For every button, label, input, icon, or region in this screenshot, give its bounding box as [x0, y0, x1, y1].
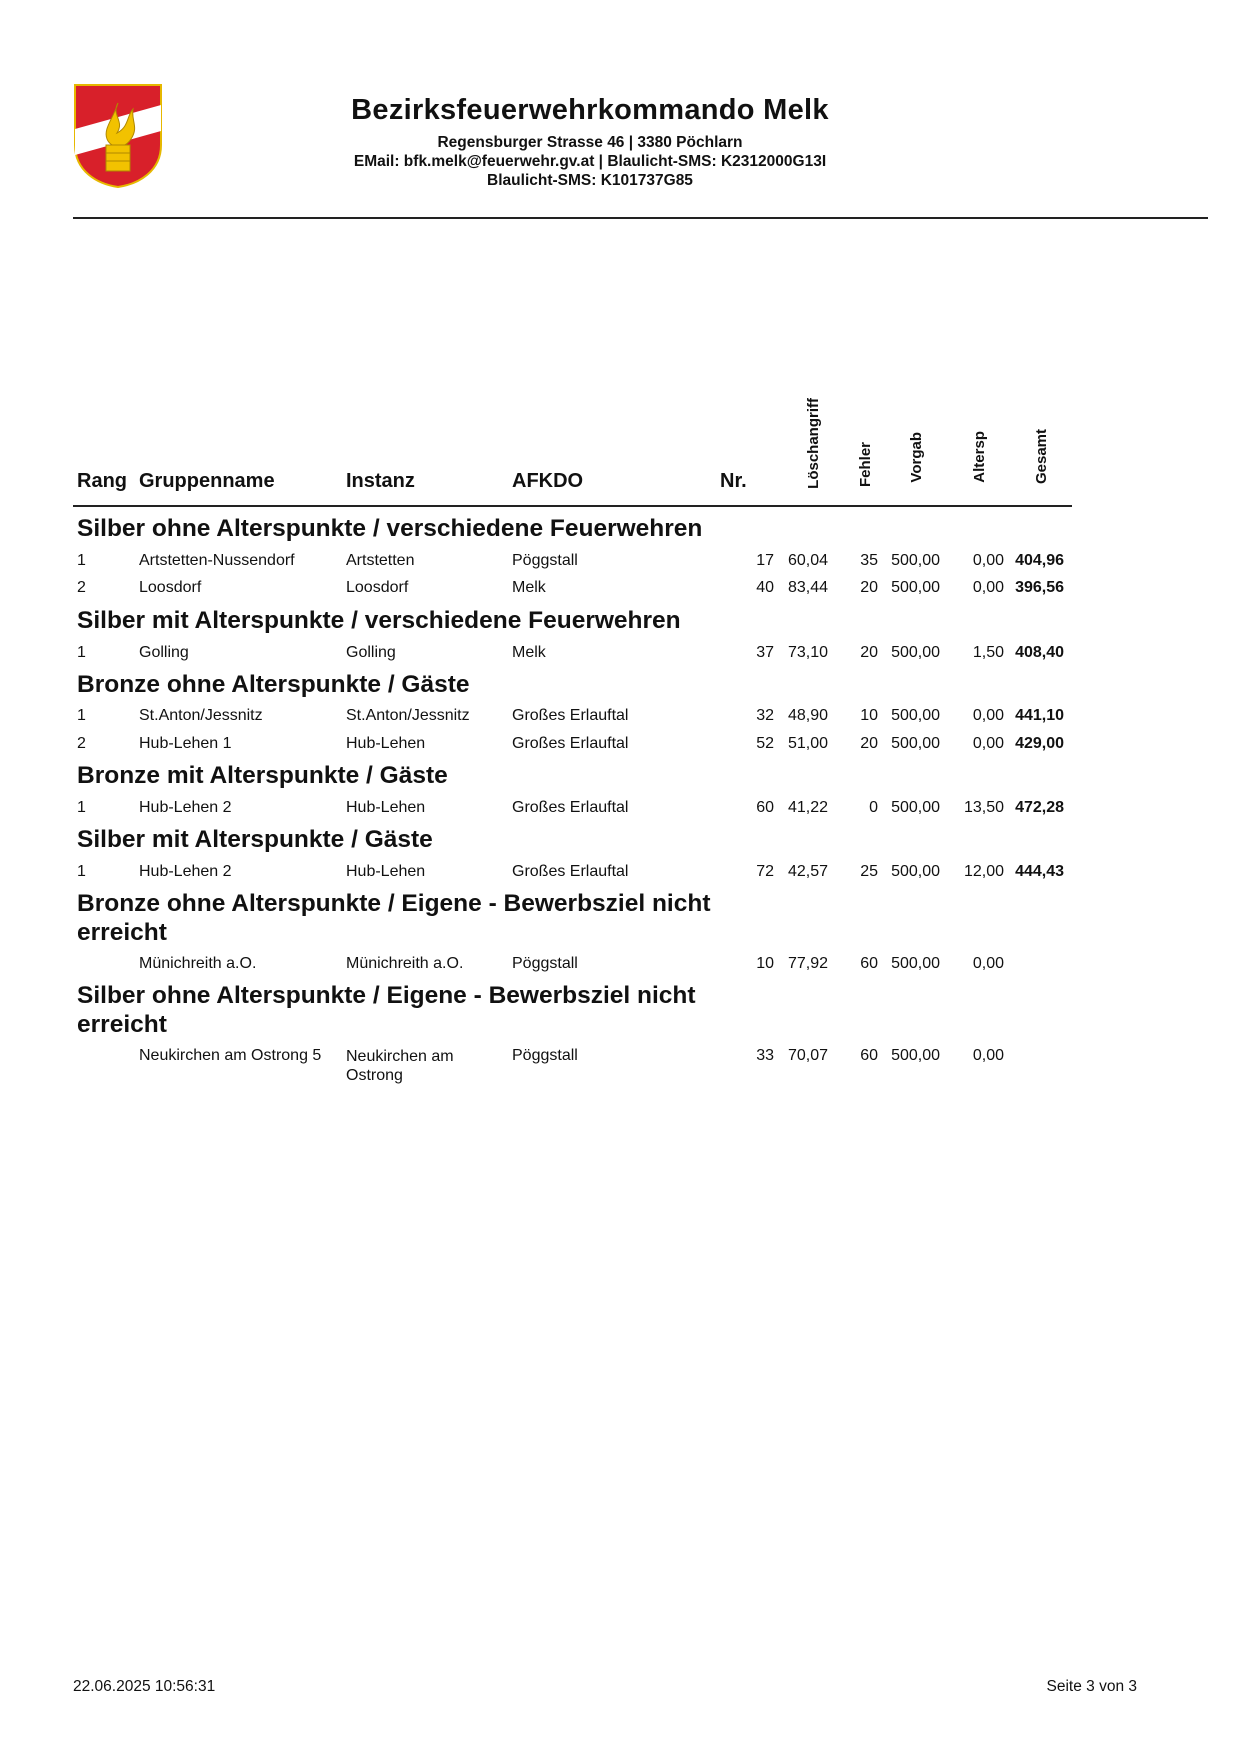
cell-rang: 1	[77, 863, 86, 880]
cell-altersp: 0,00	[972, 579, 1004, 596]
cell-rang: 1	[77, 644, 86, 661]
cell-fehler: 0	[869, 799, 878, 816]
section-title: Bronze ohne Alterspunkte / Gäste	[77, 671, 470, 698]
cell-altersp: 0,00	[972, 735, 1004, 752]
cell-gesamt: 408,40	[1015, 644, 1064, 661]
cell-gesamt: 396,56	[1015, 579, 1064, 596]
section-title: Silber ohne Alterspunkte / verschiedene Feuerwehren	[77, 515, 703, 542]
cell-loeschangriff: 73,10	[787, 644, 828, 661]
cell-fehler: 20	[860, 735, 878, 752]
col-altersp: Altersp	[971, 431, 988, 483]
page-number: Seite 3 von 3	[1046, 1678, 1137, 1695]
cell-loeschangriff: 60,04	[787, 552, 828, 569]
cell-instanz: Hub-Lehen	[346, 799, 426, 816]
cell-loeschangriff: 70,07	[787, 1047, 828, 1064]
cell-vorgab: 500,00	[891, 799, 940, 816]
cell-nr: 33	[756, 1047, 774, 1064]
page-title: Bezirksfeuerwehrkommando Melk	[351, 94, 829, 126]
header-divider	[73, 217, 1208, 219]
cell-altersp: 0,00	[972, 707, 1004, 724]
cell-loeschangriff: 77,92	[787, 955, 828, 972]
col-instanz: Instanz	[346, 470, 415, 492]
cell-rang: 2	[77, 735, 86, 752]
cell-afkdo: Melk	[512, 579, 546, 596]
cell-afkdo: Großes Erlauftal	[512, 735, 629, 752]
cell-vorgab: 500,00	[891, 707, 940, 724]
cell-gesamt: 429,00	[1015, 735, 1064, 752]
cell-vorgab: 500,00	[891, 644, 940, 661]
cell-gruppe: Loosdorf	[139, 579, 202, 596]
section-title: Silber mit Alterspunkte / Gäste	[77, 826, 433, 853]
cell-gesamt: 441,10	[1015, 707, 1064, 724]
cell-nr: 10	[756, 955, 774, 972]
cell-loeschangriff: 42,57	[787, 863, 828, 880]
org-contact: EMail: bfk.melk@feuerwehr.gv.at | Blaulicht-SMS: K2312000G13I	[353, 153, 827, 170]
cell-instanz: Golling	[346, 644, 396, 661]
cell-gruppe: St.Anton/Jessnitz	[139, 707, 263, 724]
cell-instanz: Hub-Lehen	[346, 863, 426, 880]
col-rang: Rang	[77, 470, 127, 492]
cell-altersp: 0,00	[972, 1047, 1004, 1064]
cell-afkdo: Großes Erlauftal	[512, 863, 629, 880]
cell-loeschangriff: 41,22	[787, 799, 828, 816]
cell-instanz: St.Anton/Jessnitz	[346, 707, 470, 724]
cell-afkdo: Pöggstall	[512, 955, 578, 972]
cell-gesamt: 404,96	[1015, 552, 1064, 569]
cell-nr: 52	[756, 735, 774, 752]
org-address: Regensburger Strasse 46 | 3380 Pöchlarn	[437, 134, 743, 151]
section-title: Silber ohne Alterspunkte / Eigene - Bewerbsziel nicht erreicht	[77, 982, 696, 1038]
col-nr: Nr.	[720, 470, 747, 492]
cell-fehler: 60	[860, 955, 878, 972]
cell-instanz: Münichreith a.O.	[346, 955, 464, 972]
col-loeschangriff: Löschangriff	[805, 398, 822, 489]
col-fehler: Fehler	[857, 442, 874, 488]
cell-instanz: Loosdorf	[346, 579, 409, 596]
cell-fehler: 35	[860, 552, 878, 569]
cell-gruppe: Hub-Lehen 1	[139, 735, 232, 752]
cell-nr: 37	[756, 644, 774, 661]
cell-gruppe: Neukirchen am Ostrong 5	[139, 1047, 322, 1064]
cell-fehler: 60	[860, 1047, 878, 1064]
cell-altersp: 12,00	[963, 863, 1004, 880]
cell-rang: 1	[77, 552, 86, 569]
cell-fehler: 10	[860, 707, 878, 724]
cell-altersp: 0,00	[972, 552, 1004, 569]
cell-nr: 17	[756, 552, 774, 569]
section-title: Bronze mit Alterspunkte / Gäste	[77, 762, 448, 789]
cell-altersp: 13,50	[963, 799, 1004, 816]
col-afkdo: AFKDO	[512, 470, 584, 492]
cell-loeschangriff: 48,90	[787, 707, 828, 724]
cell-instanz: Hub-Lehen	[346, 735, 426, 752]
cell-nr: 72	[756, 863, 774, 880]
cell-gesamt: 472,28	[1015, 799, 1064, 816]
cell-loeschangriff: 51,00	[787, 735, 828, 752]
cell-afkdo: Großes Erlauftal	[512, 799, 629, 816]
cell-afkdo: Pöggstall	[512, 1047, 578, 1064]
cell-nr: 60	[756, 799, 774, 816]
cell-vorgab: 500,00	[891, 863, 940, 880]
fire-brigade-logo	[73, 83, 163, 189]
cell-nr: 32	[756, 707, 774, 724]
cell-rang: 1	[77, 707, 86, 724]
cell-afkdo: Pöggstall	[512, 552, 578, 569]
cell-gruppe: Hub-Lehen 2	[139, 863, 232, 880]
cell-altersp: 1,50	[972, 644, 1004, 661]
cell-gruppe: Artstetten-Nussendorf	[139, 552, 295, 569]
table-header-divider	[73, 505, 1072, 507]
cell-gruppe: Golling	[139, 644, 189, 661]
cell-instanz: Neukirchen am Ostrong	[346, 1048, 454, 1084]
cell-vorgab: 500,00	[891, 735, 940, 752]
cell-rang: 2	[77, 579, 86, 596]
cell-vorgab: 500,00	[891, 579, 940, 596]
cell-vorgab: 500,00	[891, 1047, 940, 1064]
cell-gruppe: Münichreith a.O.	[139, 955, 257, 972]
cell-gruppe: Hub-Lehen 2	[139, 799, 232, 816]
cell-fehler: 20	[860, 579, 878, 596]
cell-nr: 40	[756, 579, 774, 596]
cell-loeschangriff: 83,44	[787, 579, 828, 596]
col-vorgab: Vorgab	[908, 432, 925, 483]
section-title: Silber mit Alterspunkte / verschiedene Feuerwehren	[77, 607, 681, 634]
org-sms: Blaulicht-SMS: K101737G85	[487, 172, 693, 189]
section-title: Bronze ohne Alterspunkte / Eigene - Bewerbsziel nicht erreicht	[77, 890, 711, 946]
print-timestamp: 22.06.2025 10:56:31	[73, 1678, 216, 1695]
cell-fehler: 25	[860, 863, 878, 880]
cell-gesamt: 444,43	[1015, 863, 1064, 880]
cell-afkdo: Großes Erlauftal	[512, 707, 629, 724]
col-gruppenname: Gruppenname	[139, 470, 275, 492]
cell-altersp: 0,00	[972, 955, 1004, 972]
cell-vorgab: 500,00	[891, 955, 940, 972]
cell-vorgab: 500,00	[891, 552, 940, 569]
cell-instanz: Artstetten	[346, 552, 415, 569]
cell-fehler: 20	[860, 644, 878, 661]
col-gesamt: Gesamt	[1033, 429, 1050, 485]
cell-rang: 1	[77, 799, 86, 816]
cell-afkdo: Melk	[512, 644, 546, 661]
